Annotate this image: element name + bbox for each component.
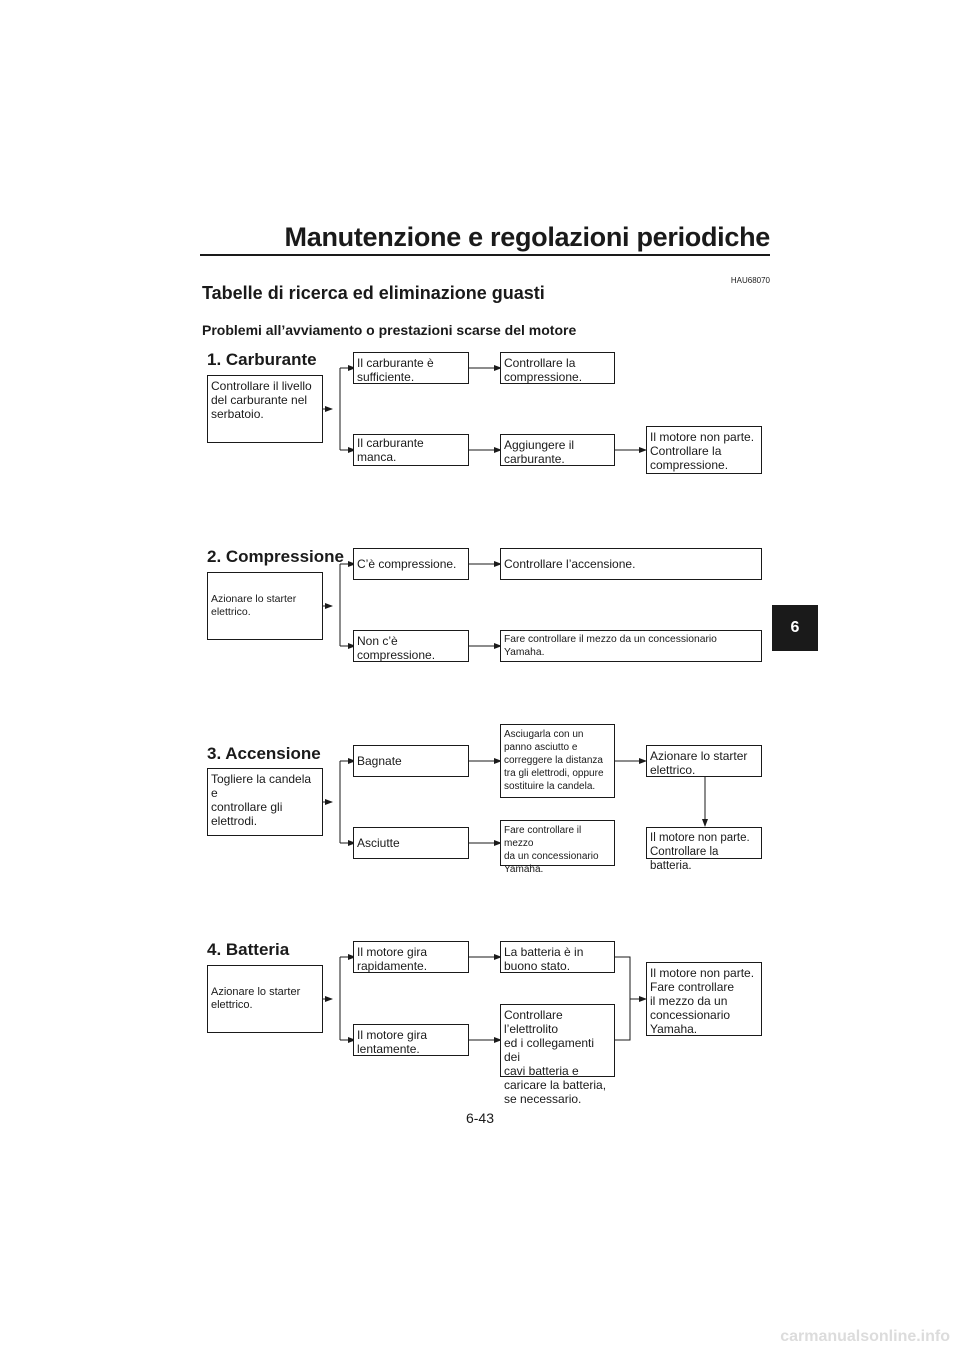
section-subheading: Problemi all’avviamento o prestazioni scarse del motore <box>202 322 577 338</box>
s4-fast-box: Il motore gira rapidamente. <box>353 941 469 973</box>
s1-yes-next-box: Controllare la compressione. <box>500 352 615 384</box>
s3-start-box: Togliere la candela e controllare gli elettrodi. <box>207 768 323 836</box>
s4-merge-bracket <box>614 957 630 1040</box>
s3-dry-next-box: Fare controllare il mezzo da un concessionario Yamaha. <box>500 820 615 866</box>
s4-fast-next-box: La batteria è in buono stato. <box>500 941 615 973</box>
s4-start-box: Azionare lo starter elettrico. <box>207 965 323 1033</box>
s4-title: 4. Batteria <box>207 940 290 959</box>
s3-final-box: Il motore non parte. Controllare la batteria. <box>646 827 762 859</box>
s2-title: 2. Compressione <box>207 547 344 566</box>
watermark: carmanualsonline.info <box>780 1328 950 1345</box>
page-title: Manutenzione e regolazioni periodiche <box>284 222 770 252</box>
s4-end-box: Il motore non parte. Fare controllare il mezzo da un concessionario Yamaha. <box>646 962 762 1036</box>
s2-no-next-box: Fare controllare il mezzo da un concessionario Yamaha. <box>500 630 762 662</box>
s1-start-box: Controllare il livello del carburante nel serbatoio. <box>207 375 323 443</box>
s3-dry-box: Asciutte <box>353 827 469 859</box>
s3-title: 3. Accensione <box>207 744 321 763</box>
page-number: 6-43 <box>465 1110 495 1126</box>
s4-slow-box: Il motore gira lentamente. <box>353 1024 469 1056</box>
document-code: HAU68070 <box>730 276 770 285</box>
s2-yes-next-box: Controllare l’accensione. <box>500 548 762 580</box>
s2-yes-box: C’è compressione. <box>353 548 469 580</box>
s3-wet-end-box: Azionare lo starter elettrico. <box>646 745 762 777</box>
s2-no-box: Non c’è compressione. <box>353 630 469 662</box>
s1-no-end-box: Il motore non parte. Controllare la compressione. <box>646 426 762 474</box>
s2-start-box: Azionare lo starter elettrico. <box>207 572 323 640</box>
s3-wet-box: Bagnate <box>353 745 469 777</box>
s1-no-next-box: Aggiungere il carburante. <box>500 434 615 466</box>
s3-wet-next-box: Asciugarla con un panno asciutto e correggere la distanza tra gli elettrodi, oppure sostituire la candela. <box>500 724 615 798</box>
chapter-tab: 6 <box>772 605 818 651</box>
section-heading: Tabelle di ricerca ed eliminazione guasti <box>202 283 545 303</box>
s1-title: 1. Carburante <box>207 350 317 369</box>
s1-no-box: Il carburante manca. <box>353 434 469 466</box>
s1-yes-box: Il carburante è sufficiente. <box>353 352 469 384</box>
s4-slow-next-box: Controllare l’elettrolito ed i collegamenti dei cavi batteria e caricare la batteria, se necessario. <box>500 1004 615 1077</box>
